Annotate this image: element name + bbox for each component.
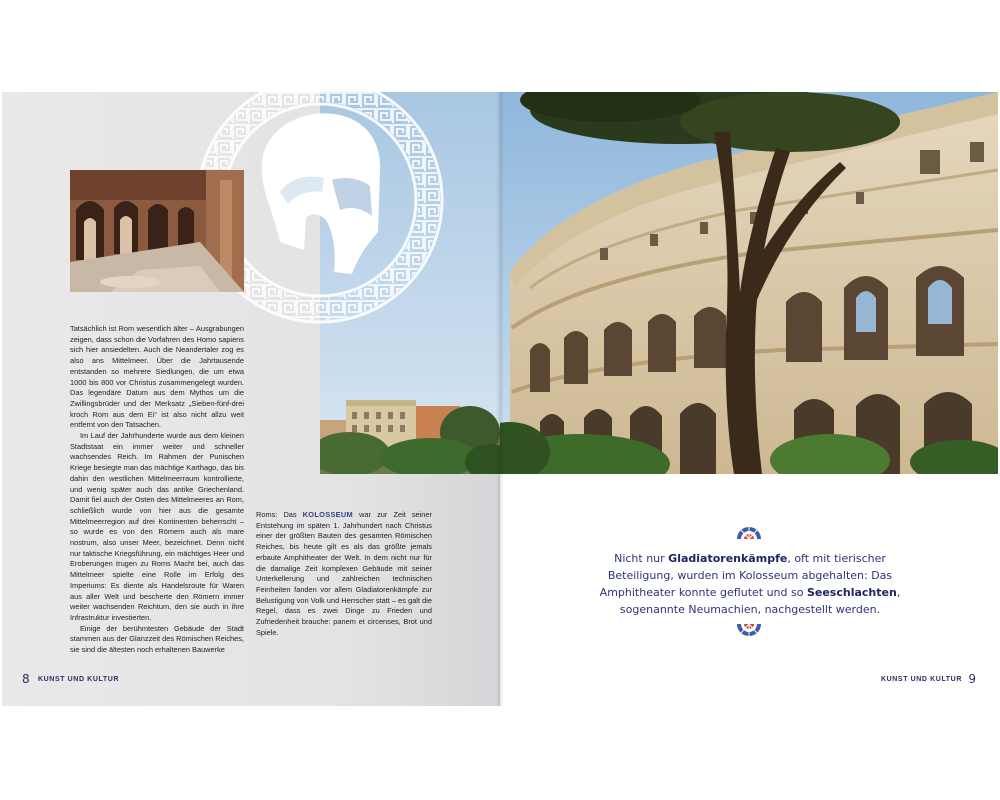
arcade-photo xyxy=(70,170,244,292)
body-text-column-1 xyxy=(70,324,244,656)
paragraph-3: Einige der berühmtesten Gebäude der Stadt stammen aus der Glanzzeit des Römischen Reiches, sie sind die ältesten noch erhaltenen Bauwerke xyxy=(70,623,244,655)
paragraph-4-lead: Roms: Das xyxy=(256,510,303,519)
paragraph-4 xyxy=(256,510,432,638)
book-fold xyxy=(496,92,504,706)
paragraph-4-rest: war zur Zeit seiner Entstehung im späten 1. Jahrhundert nach Christus einer der größten Bauten des gesamten Römischen Reiches, bis heute gilt es als das größte jemals erbaute Amphitheater der Welt. In dem nicht nur für die damalige Zeit komplexen Gebäude mit seiner Unterkellerung und zahlreichen technischen Feinheiten fanden vor allem Gladiatorenkämpfe zur Belustigung von Volk und Herrscher statt – es galt die Regel, dass es zwei Dinge zu Frieden und Zufriedenheit brauche: panem et circenses, Brot und Spiele. xyxy=(256,510,432,637)
ornament-icon xyxy=(736,526,762,540)
left-page xyxy=(2,92,500,706)
quote-part-2: , oft mit tierischer Beteiligung, wurden im Kolosseum abgehalten: Das Amphitheater konnte geflutet und so xyxy=(599,552,893,599)
kolosseum-keyword: KOLOSSEUM xyxy=(302,510,354,519)
quote-bold-1: Gladiatorenkämpfe xyxy=(668,552,788,565)
page-number-right: 9 xyxy=(968,672,976,686)
colosseum-photo xyxy=(500,92,998,474)
book-spread xyxy=(2,92,998,706)
quote-part-3: , sogenannte Neumachien, nachgestellt werden. xyxy=(619,586,901,616)
section-label-left: KUNST UND KULTUR xyxy=(38,676,120,683)
page-number-left: 8 xyxy=(22,672,30,686)
section-label-right: KUNST UND KULTUR xyxy=(880,676,962,683)
ornament-icon xyxy=(736,623,762,637)
right-page xyxy=(500,92,998,706)
pull-quote xyxy=(580,550,920,618)
body-text-column-2 xyxy=(256,510,432,638)
paragraph-2: Im Lauf der Jahrhunderte wurde aus dem kleinen Stadtstaat ein immer weiter und schneller wachsendes Reich. Im Rahmen der Punischen Kriege besiegte man das mächtige Karthago, das bis dahin den westlichen Mittelmeerraum kontrollierte, und wenig später auch das antike Griechenland. Damit fiel auch der Osten des Mittelmeeres an Rom, schließlich wurde von hier aus die gesamte Mittelmeerregion auf drei Kontinenten beherrscht – so wurde es von den Römern auch als mare nostrum, also unser Meer, bezeichnet. Denn nicht nur taktische Kriegsführung, ein mächtiges Heer und Eroberungen trugen zu Roms Macht bei, auch das Mittelmeer spielte eine Rolle im Erfolg des Imperiums: Es diente als Handelsroute für Waren aus aller Welt und bescherte den Römern immer weiter wachsenden Reichtum, den sie auch in ihre Infrastruktur investierten. xyxy=(70,431,244,622)
quote-bold-2: Seeschlachten xyxy=(806,586,897,599)
rome-city-image xyxy=(320,392,500,474)
paragraph-1: Tatsächlich ist Rom wesentlich älter – Ausgrabungen zeigen, dass schon die Vorfahren des Homo sapiens sich hier ansiedelten. Auch die Neandertaler zog es also ans Mittelmeer. Über die Jahrtausende entstanden so mehrere Siedlungen, die um etwa 1000 bis 800 vor Christus zusammengelegt wurden. Das legendäre Datum aus dem Mythos um die Zwillingsbrüder und der Merksatz „Sieben-fünf-drei kroch Rom aus dem Ei“ ist also nicht allzu weit entfernt von den Tatsachen. xyxy=(70,324,244,430)
quote-part-1: Nicht nur xyxy=(614,552,669,565)
